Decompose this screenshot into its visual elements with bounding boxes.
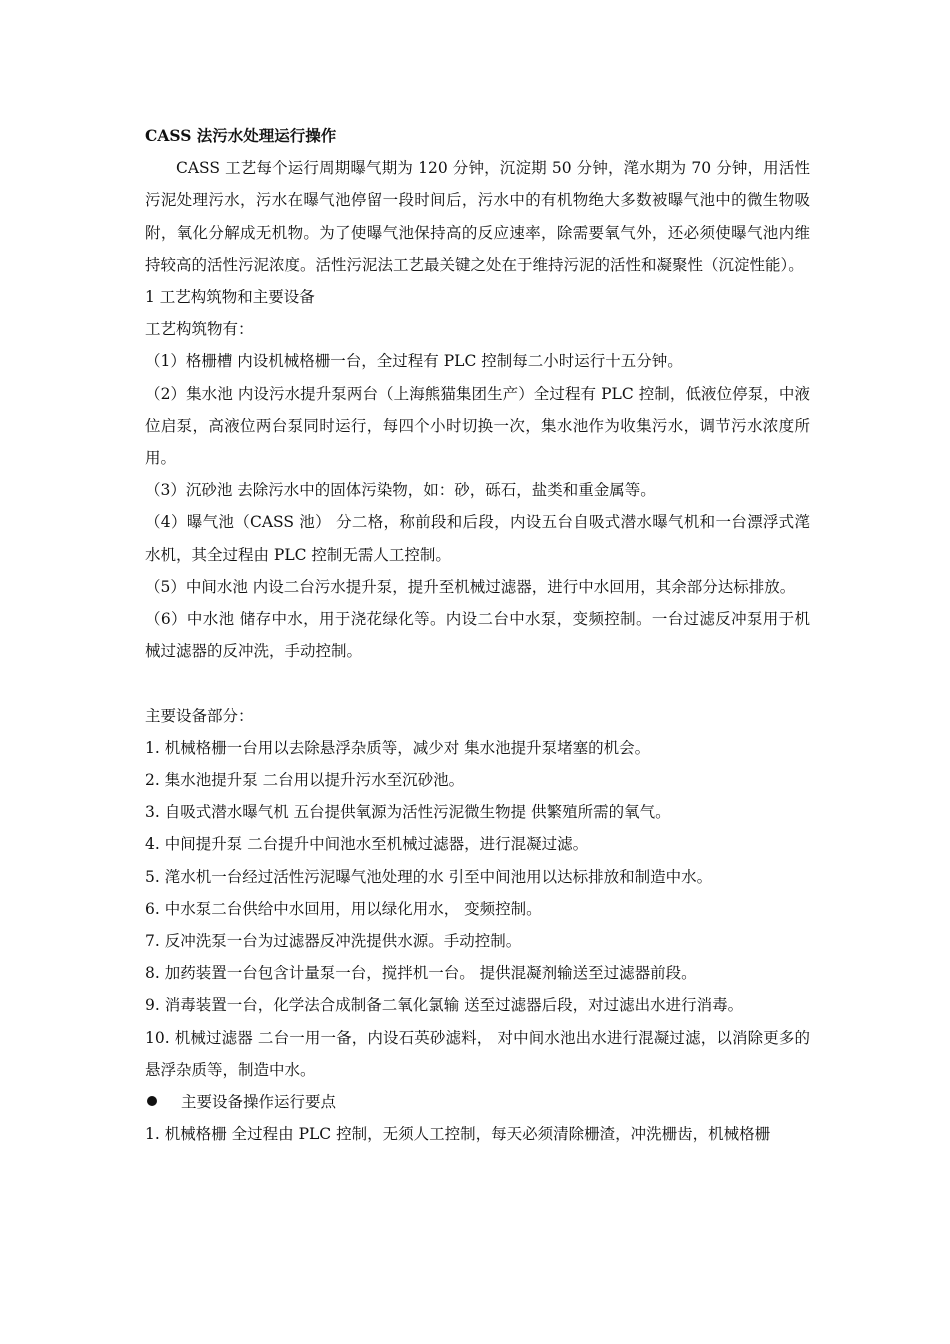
equipment-item: 5. 滗水机一台经过活性污泥曝气池处理的水 引至中间池用以达标排放和制造中水。 <box>145 867 713 886</box>
equipment-item: 3. 自吸式潜水曝气机 五台提供氧源为活性污泥微生物提 供繁殖所需的氧气。 <box>145 803 671 822</box>
equipment-item: 1. 机械格栅一台用以去除悬浮杂质等，减少对 集水池提升泵堵塞的机会。 <box>145 738 651 757</box>
equipment-item: 4. 中间提升泵 二台提升中间池水至机械过滤器，进行混凝过滤。 <box>145 835 589 854</box>
equipment-item: 8. 加药装置一台包含计量泵一台，搅拌机一台。 提供混凝剂输送至过滤器前段。 <box>145 964 697 983</box>
bullet-heading: 主要设备操作运行要点 <box>181 1093 337 1112</box>
intro-paragraph: CASS 工艺每个运行周期曝气期为 120 分钟，沉淀期 50 分钟，滗水期为 70 分钟，用活性污泥处理污水，污水在曝气池停留一段时间后，污水中的有机物绝大多数被曝气池中的微生物吸附，氧化分解成无机物。为了使曝气池保持高的反应速率，除需要氧气外，还必须使曝气池内维持较高的活性污泥浓度。活性污泥法工艺最关键之处在于维持污泥的活性和凝聚性（沉淀性能）。 <box>145 159 810 274</box>
equipment-item: 7. 反冲洗泵一台为过滤器反冲洗提供水源。手动控制。 <box>145 932 522 950</box>
equipment-item: 2. 集水池提升泵 二台用以提升污水至沉砂池。 <box>145 770 465 789</box>
section-heading: 1 工艺构筑物和主要设备 <box>145 288 315 306</box>
bullet-icon <box>147 1096 157 1106</box>
structure-item: （6）中水池 储存中水，用于浇花绿化等。内设二台中水泵，变频控制。一台过滤反冲泵用于机械过滤器的反冲洗，手动控制。 <box>145 610 810 661</box>
structure-item: （3）沉砂池 去除污水中的固体污染物，如：砂，砾石，盐类和重金属等。 <box>145 481 656 500</box>
document-title: CASS 法污水处理运行操作 <box>145 126 337 145</box>
structure-item: （1）格栅槽 内设机械格栅一台，全过程有 PLC 控制每二小时运行十五分钟。 <box>145 352 683 371</box>
document-page <box>145 120 810 1150</box>
structures-heading: 工艺构筑物有： <box>145 320 254 339</box>
bullet-heading-row <box>145 1086 810 1118</box>
structures-list <box>145 345 810 667</box>
equipment-item: 10. 机械过滤器 二台一用一备，内设石英砂滤料， 对中间水池出水进行混凝过滤，以消除更多的悬浮杂质等，制造中水。 <box>145 1028 810 1079</box>
blank-line <box>145 667 810 699</box>
equipment-list <box>145 732 810 1086</box>
structure-item: （5）中间水池 内设二台污水提升泵，提升至机械过滤器，进行中水回用，其余部分达标排放。 <box>145 577 796 596</box>
equipment-item: 9. 消毒装置一台，化学法合成制备二氧化氯输 送至过滤器后段，对过滤出水进行消毒。 <box>145 996 744 1015</box>
structure-item: （4）曝气池（CASS 池） 分二格，称前段和后段，内设五台自吸式潜水曝气机和一台漂浮式滗水机，其全过程由 PLC 控制无需人工控制。 <box>145 513 810 564</box>
equipment-item: 6. 中水泵二台供给中水回用，用以绿化用水， 变频控制。 <box>145 899 542 918</box>
operation-item: 1. 机械格栅 全过程由 PLC 控制，无须人工控制，每天必须清除栅渣，冲洗栅齿，机械格栅 <box>145 1125 771 1144</box>
equipment-heading: 主要设备部分： <box>145 706 254 725</box>
structure-item: （2）集水池 内设污水提升泵两台（上海熊猫集团生产）全过程有 PLC 控制，低液位停泵，中液位启泵，高液位两台泵同时运行，每四个小时切换一次，集水池作为收集污水，调节污水浓度所用。 <box>145 384 810 467</box>
